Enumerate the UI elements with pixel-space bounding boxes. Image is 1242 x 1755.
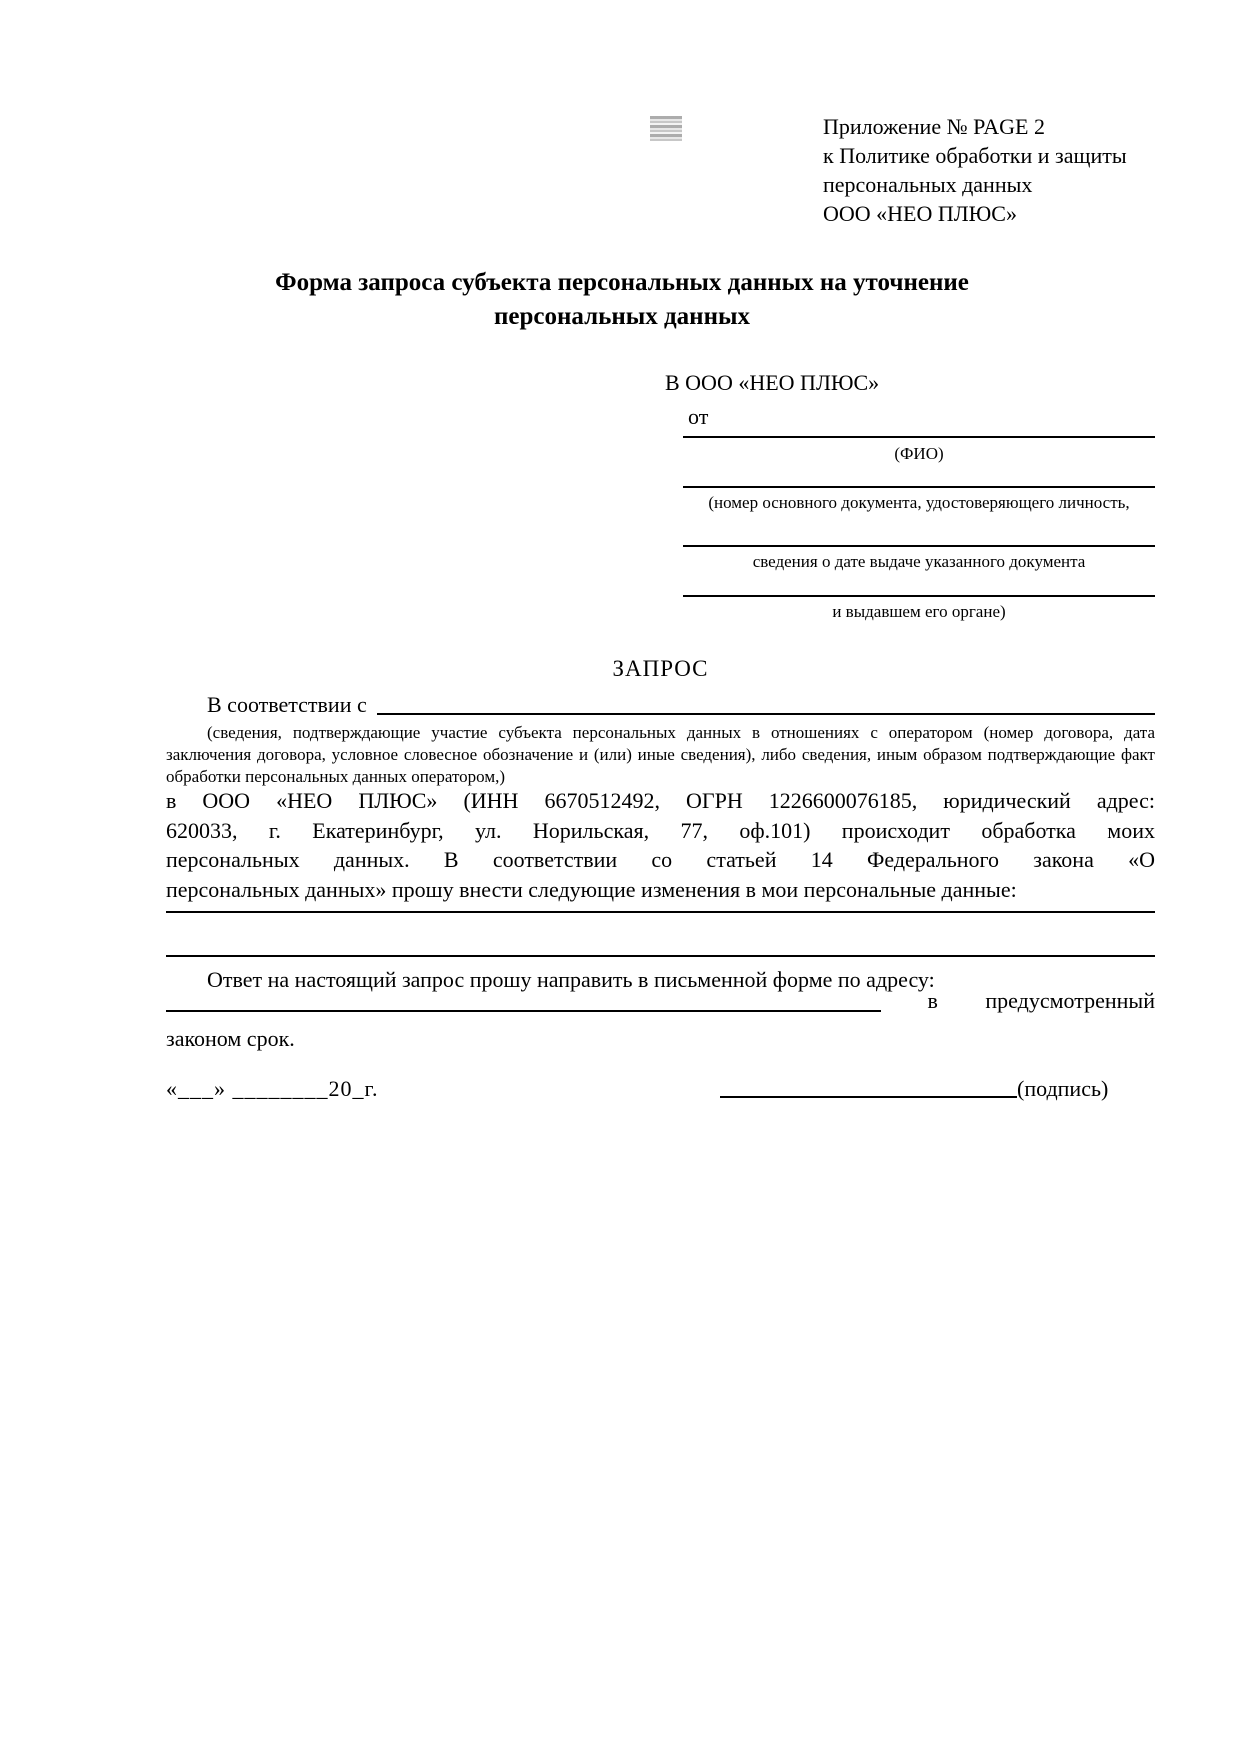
form-title-line-2: персональных данных <box>493 303 751 330</box>
address-blank-line <box>166 1010 881 1012</box>
request-body-line: 620033, г. Екатеринбург, ул. Норильская, 77, оф.101) происходит обработка моих <box>166 817 1155 843</box>
intro-label: В соответствии с <box>207 692 367 717</box>
form-title-line-1: Форма запроса субъекта персональных данных на уточнение <box>275 269 969 296</box>
signature-caption: (подпись) <box>1017 1076 1109 1101</box>
from-label: от <box>688 404 709 429</box>
fio-blank-line <box>683 436 1155 438</box>
response-suffix: в предусмотренный <box>927 988 1155 1013</box>
signature-blank-line <box>720 1096 1017 1098</box>
request-body-line: в ООО «НЕО ПЛЮС» (ИНН 6670512492, ОГРН 1226600076185, юридический адрес: <box>166 788 1155 813</box>
issuing-authority-blank-line <box>683 595 1155 597</box>
appendix-policy-line-2: персональных данных <box>823 172 1033 197</box>
addressee-company: В ООО «НЕО ПЛЮС» <box>665 370 880 395</box>
request-body-paragraph <box>166 786 1155 904</box>
clarification-note: (сведения, подтверждающие участие субъекта персональных данных в отношениях с оператором (номер договора, дата заключения договора, условное словесное обозначение и (или) иные сведения), либо сведения, иным образом подтверждающие факт обработки персональных данных оператором,) <box>166 723 1155 786</box>
issue-date-caption: сведения о дате выдаче указанного документа <box>752 552 1086 571</box>
appendix-company-line: ООО «НЕО ПЛЮС» <box>823 201 1017 226</box>
request-heading: ЗАПРОС <box>612 656 709 681</box>
document-number-caption: (номер основного документа, удостоверяющего личность, <box>708 493 1130 512</box>
issuing-authority-caption: и выдавшем его органе) <box>832 602 1006 621</box>
changes-blank-line-1 <box>166 911 1155 913</box>
signature-row <box>166 1072 1155 1102</box>
document-number-blank-line <box>683 486 1155 488</box>
address-row <box>166 988 1155 1014</box>
embedded-object-thumbnail-icon <box>650 116 682 141</box>
intro-row <box>166 688 1155 718</box>
date-blank-text: «___» ________20_г. <box>166 1076 379 1101</box>
intro-blank-line <box>377 713 1155 715</box>
request-body-line: персональных данных. В соответствии со статьей 14 Федерального закона «О <box>166 847 1155 872</box>
response-request-text: Ответ на настоящий запрос прошу направить в письменной форме по адресу: <box>207 967 935 992</box>
form-title <box>148 266 1096 334</box>
fio-caption: (ФИО) <box>894 444 944 463</box>
request-body-line: персональных данных» прошу внести следующие изменения в мои персональные данные: <box>166 876 1017 902</box>
appendix-policy-line: к Политике обработки и защиты <box>823 143 1127 168</box>
appendix-number-line: Приложение № PAGE 2 <box>823 114 1045 139</box>
issue-date-blank-line <box>683 545 1155 547</box>
law-term-text: законом срок. <box>166 1026 295 1051</box>
appendix-header <box>823 112 1163 228</box>
changes-blank-line-2 <box>166 955 1155 957</box>
